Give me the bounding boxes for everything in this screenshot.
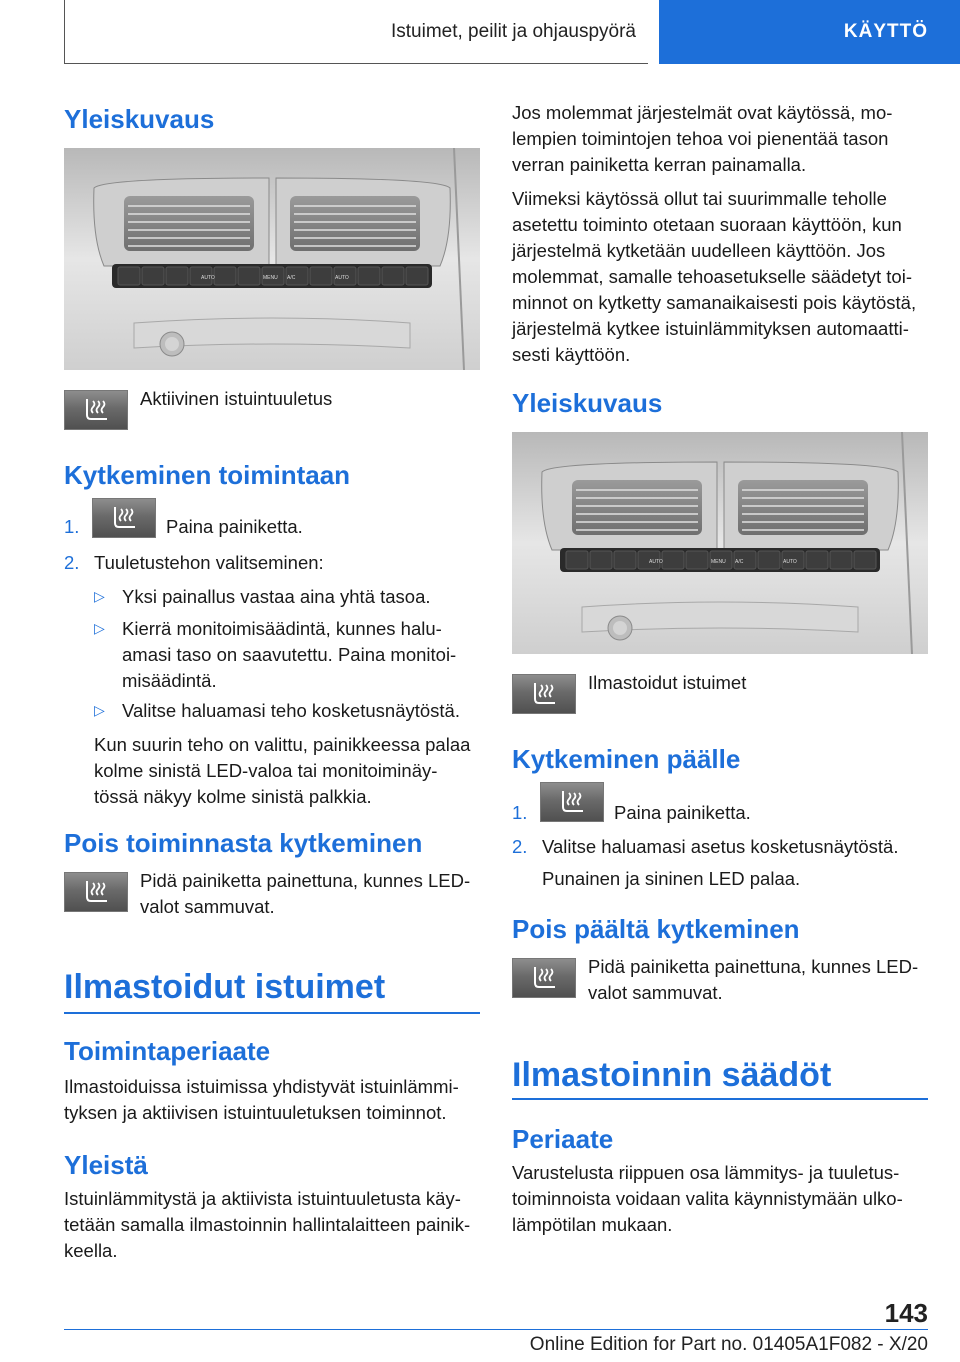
off-text: valot sammuvat. [140,896,275,917]
footer-edition: Online Edition for Part no. 01405A1F082 - X/20 [529,1334,928,1355]
step-text: Paina painiketta. [614,802,751,823]
principle-text: Ilmastoiduissa istuimissa yhdistyvät istuinlämmi‐ [64,1076,459,1097]
bullet-text: Valitse haluamasi teho kosketusnäytöstä. [122,700,460,721]
principle-text: lämpötilan mukaan. [512,1214,673,1235]
climate-panel-illustration [512,432,928,654]
off-text: valot sammuvat. [588,982,723,1003]
note-text: kolme sinistä LED-valoa tai monitoiminäy‐ [94,760,438,781]
para-text: järjestelmä kytkee istuinlämmityksen automaatti‐ [512,318,909,339]
off-text: Pidä painiketta painettuna, kunnes LED- [588,956,919,977]
bullet-text: Yksi painallus vastaa aina yhtä tasoa. [122,586,431,607]
bullet-triangle-icon: ▷ [94,702,105,718]
step-number: 1. [512,802,528,823]
header-section-title [64,0,648,64]
page-number: 143 [884,1298,928,1328]
note-text: tössä näkyy kolme sinistä palkkia. [94,786,372,807]
seat-ventilation-icon [92,498,156,538]
heading-rule [64,1012,480,1014]
para-text: lempien toimintojen tehoa voi pienentää tason [512,128,889,149]
note-text: Kun suurin teho on valittu, painikkeessa palaa [94,734,471,755]
step-text: Paina painiketta. [166,516,303,537]
heading-principle: Toimintaperiaate [64,1036,271,1066]
heading-switch-off: Pois toiminnasta kytkeminen [64,828,423,858]
icon-caption: Aktiivinen istuintuuletus [140,388,333,409]
photo-button-auto-right: AUTO [649,559,663,565]
header-chapter-tab [659,0,960,64]
heading-switch-on: Kytkeminen toimintaan [64,460,351,490]
seat-ventilation-icon [64,390,128,430]
step-number: 2. [64,552,80,573]
principle-text: toiminnoista voidaan valita käynnistymään ulko‐ [512,1188,903,1209]
para-text: Jos molemmat järjestelmät ovat käytössä, mo‐ [512,102,893,123]
heading-climate-seats: Ilmastoidut istuimet [64,968,386,1006]
para-text: Viimeksi käytössä ollut tai suurimmalle teholle [512,188,887,209]
chapter-title-text: KÄYTTÖ [843,21,928,42]
bullet-text: amasi taso on saavutettu. Paina monitoi‐ [122,644,457,665]
para-text: sesti käyttöön. [512,344,631,365]
heading-general: Yleistä [64,1150,148,1180]
photo-button-menu-right: MENU [711,559,726,565]
photo-button-ac-right: A/C [735,559,744,565]
step-number: 1. [64,516,80,537]
heading-principle: Periaate [512,1124,614,1154]
photo-button-auto2-left: AUTO [335,275,349,281]
section-title-text: Istuimet, peilit ja ohjauspyörä [390,20,636,42]
bullet-text: misäädintä. [122,670,217,691]
para-text: asetettu toiminto otetaan suoraan käyttöön, kun [512,214,902,235]
heading-overview: Yleiskuvaus [512,388,663,418]
photo-button-menu-left: MENU [263,275,278,281]
principle-text: tyksen ja aktiivisen istuintuuletuksen toiminnot. [64,1102,447,1123]
step-text: Tuuletustehon valitseminen: [94,552,324,573]
heading-switch-on: Kytkeminen päälle [512,744,741,774]
photo-button-auto2-right: AUTO [783,559,797,565]
para-text: minnot on kytketty samanaikaisesti pois käytöstä, [512,292,917,313]
para-text: järjestelmä kytketään uudelleen käyttöön. Jos [512,240,886,261]
principle-text: Varustelusta riippuen osa lämmitys- ja tuuletus- [512,1162,900,1183]
bullet-text: Kierrä monitoimisäädintä, kunnes halu‐ [122,618,442,639]
heading-switch-off: Pois päältä kytkeminen [512,914,800,944]
icon-caption: Ilmastoidut istuimet [588,672,747,693]
para-text: verran painiketta kerran painamalla. [512,154,807,175]
photo-button-ac-left: A/C [287,275,296,281]
general-text: Istuinlämmitystä ja aktiivista istuintuuletusta käy‐ [64,1188,461,1209]
heading-overview: Yleiskuvaus [64,104,215,134]
climate-panel-photo [512,432,928,654]
step-subtext: Punainen ja sininen LED palaa. [542,868,801,889]
step-number: 2. [512,836,528,857]
general-text: tetään samalla ilmastoinnin hallintalaitteen painik‐ [64,1214,471,1235]
step-text: Valitse haluamasi asetus kosketusnäytöstä. [542,836,899,857]
bullet-triangle-icon: ▷ [94,588,105,604]
climate-seat-icon [512,674,576,714]
general-text: keella. [64,1240,118,1261]
seat-ventilation-icon [64,872,128,912]
climate-panel-photo [64,148,480,370]
heading-climate-controls: Ilmastoinnin säädöt [512,1056,832,1094]
climate-seat-icon [540,782,604,822]
climate-panel-illustration [64,148,480,370]
para-text: molemmat, samalle tehoasetukselle säädetyt toi‐ [512,266,912,287]
footer-rule [64,1329,928,1330]
photo-button-auto-left: AUTO [201,275,215,281]
off-text: Pidä painiketta painettuna, kunnes LED- [140,870,471,891]
heading-rule [512,1098,928,1100]
climate-seat-icon [512,958,576,998]
bullet-triangle-icon: ▷ [94,620,105,636]
